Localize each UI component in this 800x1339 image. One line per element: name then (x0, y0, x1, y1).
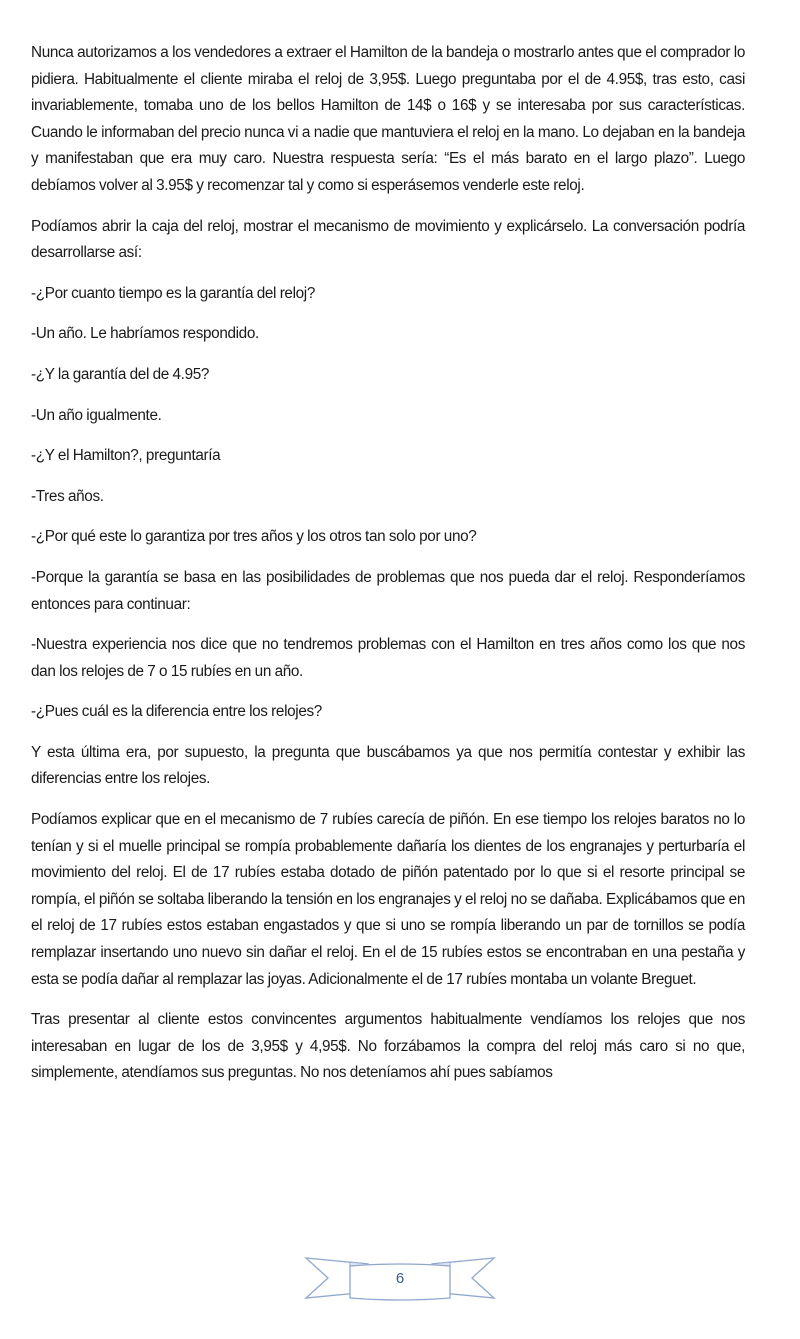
dialogue-line: -¿Por qué este lo garantiza por tres años y los otros tan solo por uno? (31, 528, 477, 546)
dialogue-line: -Un año. Le habríamos respondido. (31, 325, 259, 343)
dialogue-line: -Nuestra experiencia nos dice que no tendremos problemas con el Hamilton en tres años como los que nos dan los relojes de 7 o 15 rubíes en un año. (31, 636, 745, 680)
paragraph-mechanism-explanation: Podíamos explicar que en el mecanismo de 7 rubíes carecía de piñón. En ese tiempo los relojes baratos no lo tenían y si el muelle principal se rompía probablemente dañaría los dientes de los engranajes y perturbaría el movimiento del reloj. El de 17 rubíes estaba dotado de piñón patentado por lo que si el resorte principal se rompía, el piñón se soltaba liberando la tensión en los engranajes y el reloj no se dañaba. Explicábamos que en el reloj de 17 rubíes estos estaban engastados y que si uno se rompía liberando un par de tornillos se podía remplazar insertando uno nuevo sin dañar el reloj. En el de 15 rubíes estos se encontraban en una pestaña y esta se podía dañar al remplazar las joyas. Adicionalmente el de 17 rubíes montaba un volante Breguet. (31, 811, 745, 988)
dialogue-line: -¿Pues cuál es la diferencia entre los relojes? (31, 703, 322, 721)
paragraph-conversation-intro: Podíamos abrir la caja del reloj, mostrar el mecanismo de movimiento y explicárselo. La conversación podría desarrollarse así: (31, 217, 745, 262)
dialogue-line: -¿Y la garantía del de 4.95? (31, 365, 210, 383)
dialogue-line: -Porque la garantía se basa en las posibilidades de problemas que nos pueda dar el reloj. Responderíamos entonces para continuar: (31, 568, 745, 613)
dialogue-line: -Un año igualmente. (31, 406, 162, 424)
document-page (31, 40, 745, 1101)
paragraph-intro: Nunca autorizamos a los vendedores a extraer el Hamilton de la bandeja o mostrarlo antes que el comprador lo pidiera. Habitualmente el cliente miraba el reloj de 3,95$. Luego preguntaba por el de 4.95$, tras esto, casi invariablemente, tomaba uno de los bellos Hamilton de 14$ o 16$ y se interesaba por sus características. Cuando le informaban del precio nunca vi a nadie que mantuviera el reloj en la mano. Lo dejaban en la bandeja y manifestaban que era muy caro. Nuestra respuesta sería: “Es el más barato en el largo plazo”. Luego debíamos volver al 3.95$ y recomenzar tal y como si esperásemos venderle este reloj. (31, 44, 745, 194)
paragraph-closing: Tras presentar al cliente estos convincentes argumentos habitualmente vendíamos los relojes que nos interesaban en lugar de los de 3,95$ y 4,95$. No forzábamos la compra del reloj más caro si no que, simplemente, atendíamos sus preguntas. No nos deteníamos ahí pues sabíamos (31, 1011, 745, 1082)
dialogue-line: -¿Y el Hamilton?, preguntaría (31, 447, 221, 465)
page-footer (300, 1252, 500, 1308)
page-number: 6 (395, 1270, 405, 1287)
dialogue-line: -Tres años. (31, 487, 104, 505)
dialogue-line: -¿Por cuanto tiempo es la garantía del reloj? (31, 284, 316, 302)
paragraph-key-question: Y esta última era, por supuesto, la pregunta que buscábamos ya que nos permitía contestar y exhibir las diferencias entre los relojes. (31, 743, 745, 788)
